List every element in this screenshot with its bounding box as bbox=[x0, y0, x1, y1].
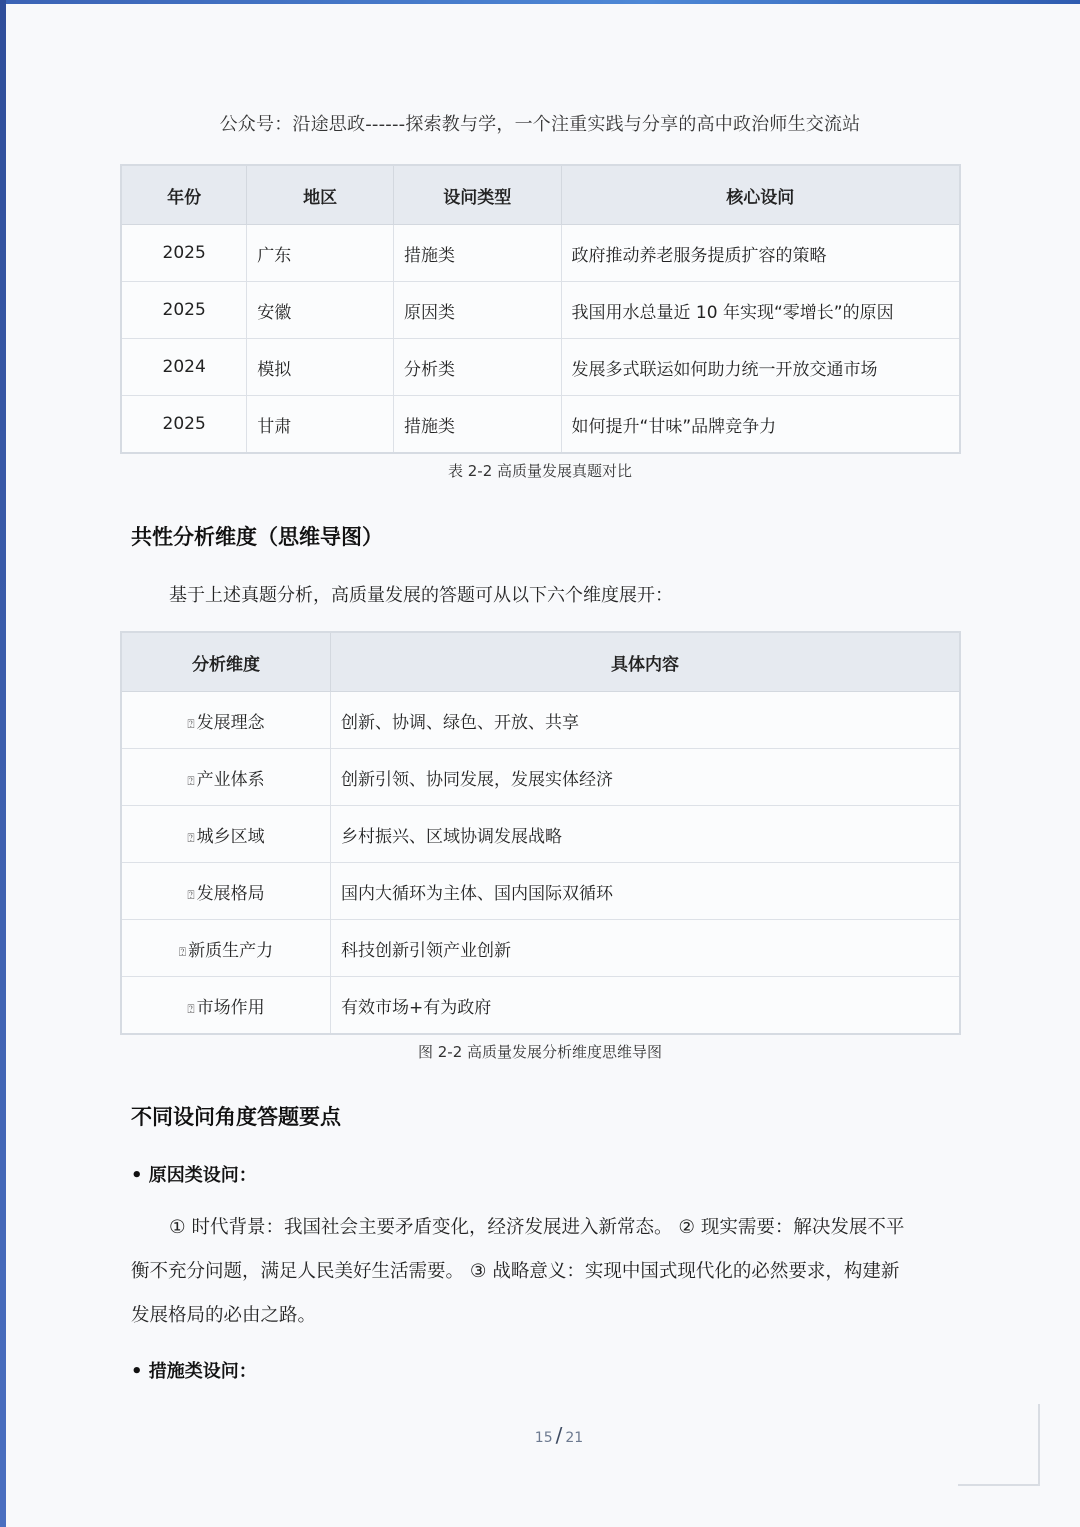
region-cell: 安徽 bbox=[247, 282, 394, 339]
table-row bbox=[121, 806, 960, 863]
table-caption: 表 2-2 高质量发展真题对比 bbox=[447, 462, 633, 480]
column-header-region: 地区 bbox=[247, 165, 394, 225]
content-cell: 乡村振兴、区域协调发展战略 bbox=[331, 806, 960, 863]
missing-glyph-icon: ⍰ bbox=[178, 944, 187, 959]
dimension-label: 新质生产力 bbox=[188, 940, 274, 961]
dimension-cell bbox=[121, 749, 331, 806]
content-cell: 创新、协调、绿色、开放、共享 bbox=[331, 692, 960, 749]
total-pages: 21 bbox=[565, 1430, 584, 1446]
table-row bbox=[121, 749, 960, 806]
question-cell: 我国用水总量近 10 年实现“零增长”的原因 bbox=[561, 282, 960, 339]
missing-glyph-icon: ⍰ bbox=[187, 716, 195, 731]
bullet-reason-questions: • 原因类设问： bbox=[131, 1165, 257, 1186]
table-row bbox=[121, 282, 960, 339]
reason-paragraph bbox=[131, 1206, 951, 1338]
paragraph-line: ① 时代背景：我国社会主要矛盾变化，经济发展进入新常态。 ② 现实需要：解决发展不平 bbox=[169, 1217, 905, 1238]
paragraph-line: 发展格局的必由之路。 bbox=[131, 1305, 317, 1326]
dimension-label: 发展格局 bbox=[196, 883, 265, 904]
column-header-dimension: 分析维度 bbox=[121, 632, 331, 692]
column-header-question: 核心设问 bbox=[561, 165, 960, 225]
question-cell: 发展多式联运如何助力统一开放交通市场 bbox=[561, 339, 960, 396]
dimension-label: 市场作用 bbox=[196, 997, 265, 1018]
table-row bbox=[121, 692, 960, 749]
current-page: 15 bbox=[534, 1430, 553, 1446]
region-cell: 模拟 bbox=[247, 339, 394, 396]
table-header-row bbox=[121, 165, 960, 225]
region-cell: 广东 bbox=[247, 225, 394, 282]
dimension-cell bbox=[121, 863, 331, 920]
dimension-label: 产业体系 bbox=[196, 769, 265, 790]
page-separator: / bbox=[555, 1423, 563, 1447]
dimension-cell bbox=[121, 977, 331, 1035]
table-row bbox=[121, 339, 960, 396]
left-accent-bar bbox=[0, 0, 6, 1527]
page-header: 公众号：沿途思政------探索教与学，一个注重实践与分享的高中政治师生交流站 bbox=[219, 114, 861, 135]
table-row bbox=[121, 977, 960, 1035]
page-number bbox=[0, 1423, 1080, 1447]
dimension-cell bbox=[121, 920, 331, 977]
dimension-cell bbox=[121, 806, 331, 863]
type-cell: 分析类 bbox=[393, 339, 561, 396]
section-heading-common: 共性分析维度（思维导图） bbox=[131, 525, 383, 549]
missing-glyph-icon: ⍰ bbox=[187, 773, 195, 788]
section-heading-angles: 不同设问角度答题要点 bbox=[131, 1105, 341, 1129]
year-cell: 2024 bbox=[121, 339, 247, 396]
year-cell: 2025 bbox=[121, 282, 247, 339]
dimension-label: 发展理念 bbox=[196, 712, 265, 733]
dimension-table bbox=[120, 631, 961, 1035]
content-cell: 有效市场+有为政府 bbox=[331, 977, 960, 1035]
figure-caption: 图 2-2 高质量发展分析维度思维导图 bbox=[417, 1043, 663, 1061]
paragraph-line: 衡不充分问题，满足人民美好生活需要。 ③ 战略意义：实现中国式现代化的必然要求，构建新 bbox=[131, 1261, 900, 1282]
column-header-year: 年份 bbox=[121, 165, 247, 225]
exam-question-table bbox=[120, 164, 961, 454]
missing-glyph-icon: ⍰ bbox=[187, 1001, 195, 1016]
table-header-row bbox=[121, 632, 960, 692]
page-corner-mark bbox=[958, 1404, 1040, 1486]
dimension-label: 城乡区域 bbox=[196, 826, 265, 847]
missing-glyph-icon: ⍰ bbox=[187, 887, 195, 902]
missing-glyph-icon: ⍰ bbox=[187, 830, 195, 845]
type-cell: 措施类 bbox=[393, 225, 561, 282]
question-cell: 如何提升“甘味”品牌竞争力 bbox=[561, 396, 960, 454]
year-cell: 2025 bbox=[121, 396, 247, 454]
column-header-type: 设问类型 bbox=[393, 165, 561, 225]
top-accent-bar bbox=[0, 0, 1080, 4]
table-row bbox=[121, 920, 960, 977]
type-cell: 原因类 bbox=[393, 282, 561, 339]
year-cell: 2025 bbox=[121, 225, 247, 282]
column-header-content: 具体内容 bbox=[331, 632, 960, 692]
content-cell: 国内大循环为主体、国内国际双循环 bbox=[331, 863, 960, 920]
dimension-cell bbox=[121, 692, 331, 749]
content-cell: 创新引领、协同发展，发展实体经济 bbox=[331, 749, 960, 806]
section-intro: 基于上述真题分析，高质量发展的答题可从以下六个维度展开： bbox=[169, 585, 673, 606]
content-cell: 科技创新引领产业创新 bbox=[331, 920, 960, 977]
table-row bbox=[121, 225, 960, 282]
region-cell: 甘肃 bbox=[247, 396, 394, 454]
table-row bbox=[121, 396, 960, 454]
bullet-measure-questions: • 措施类设问： bbox=[131, 1361, 257, 1382]
type-cell: 措施类 bbox=[393, 396, 561, 454]
question-cell: 政府推动养老服务提质扩容的策略 bbox=[561, 225, 960, 282]
table-row bbox=[121, 863, 960, 920]
